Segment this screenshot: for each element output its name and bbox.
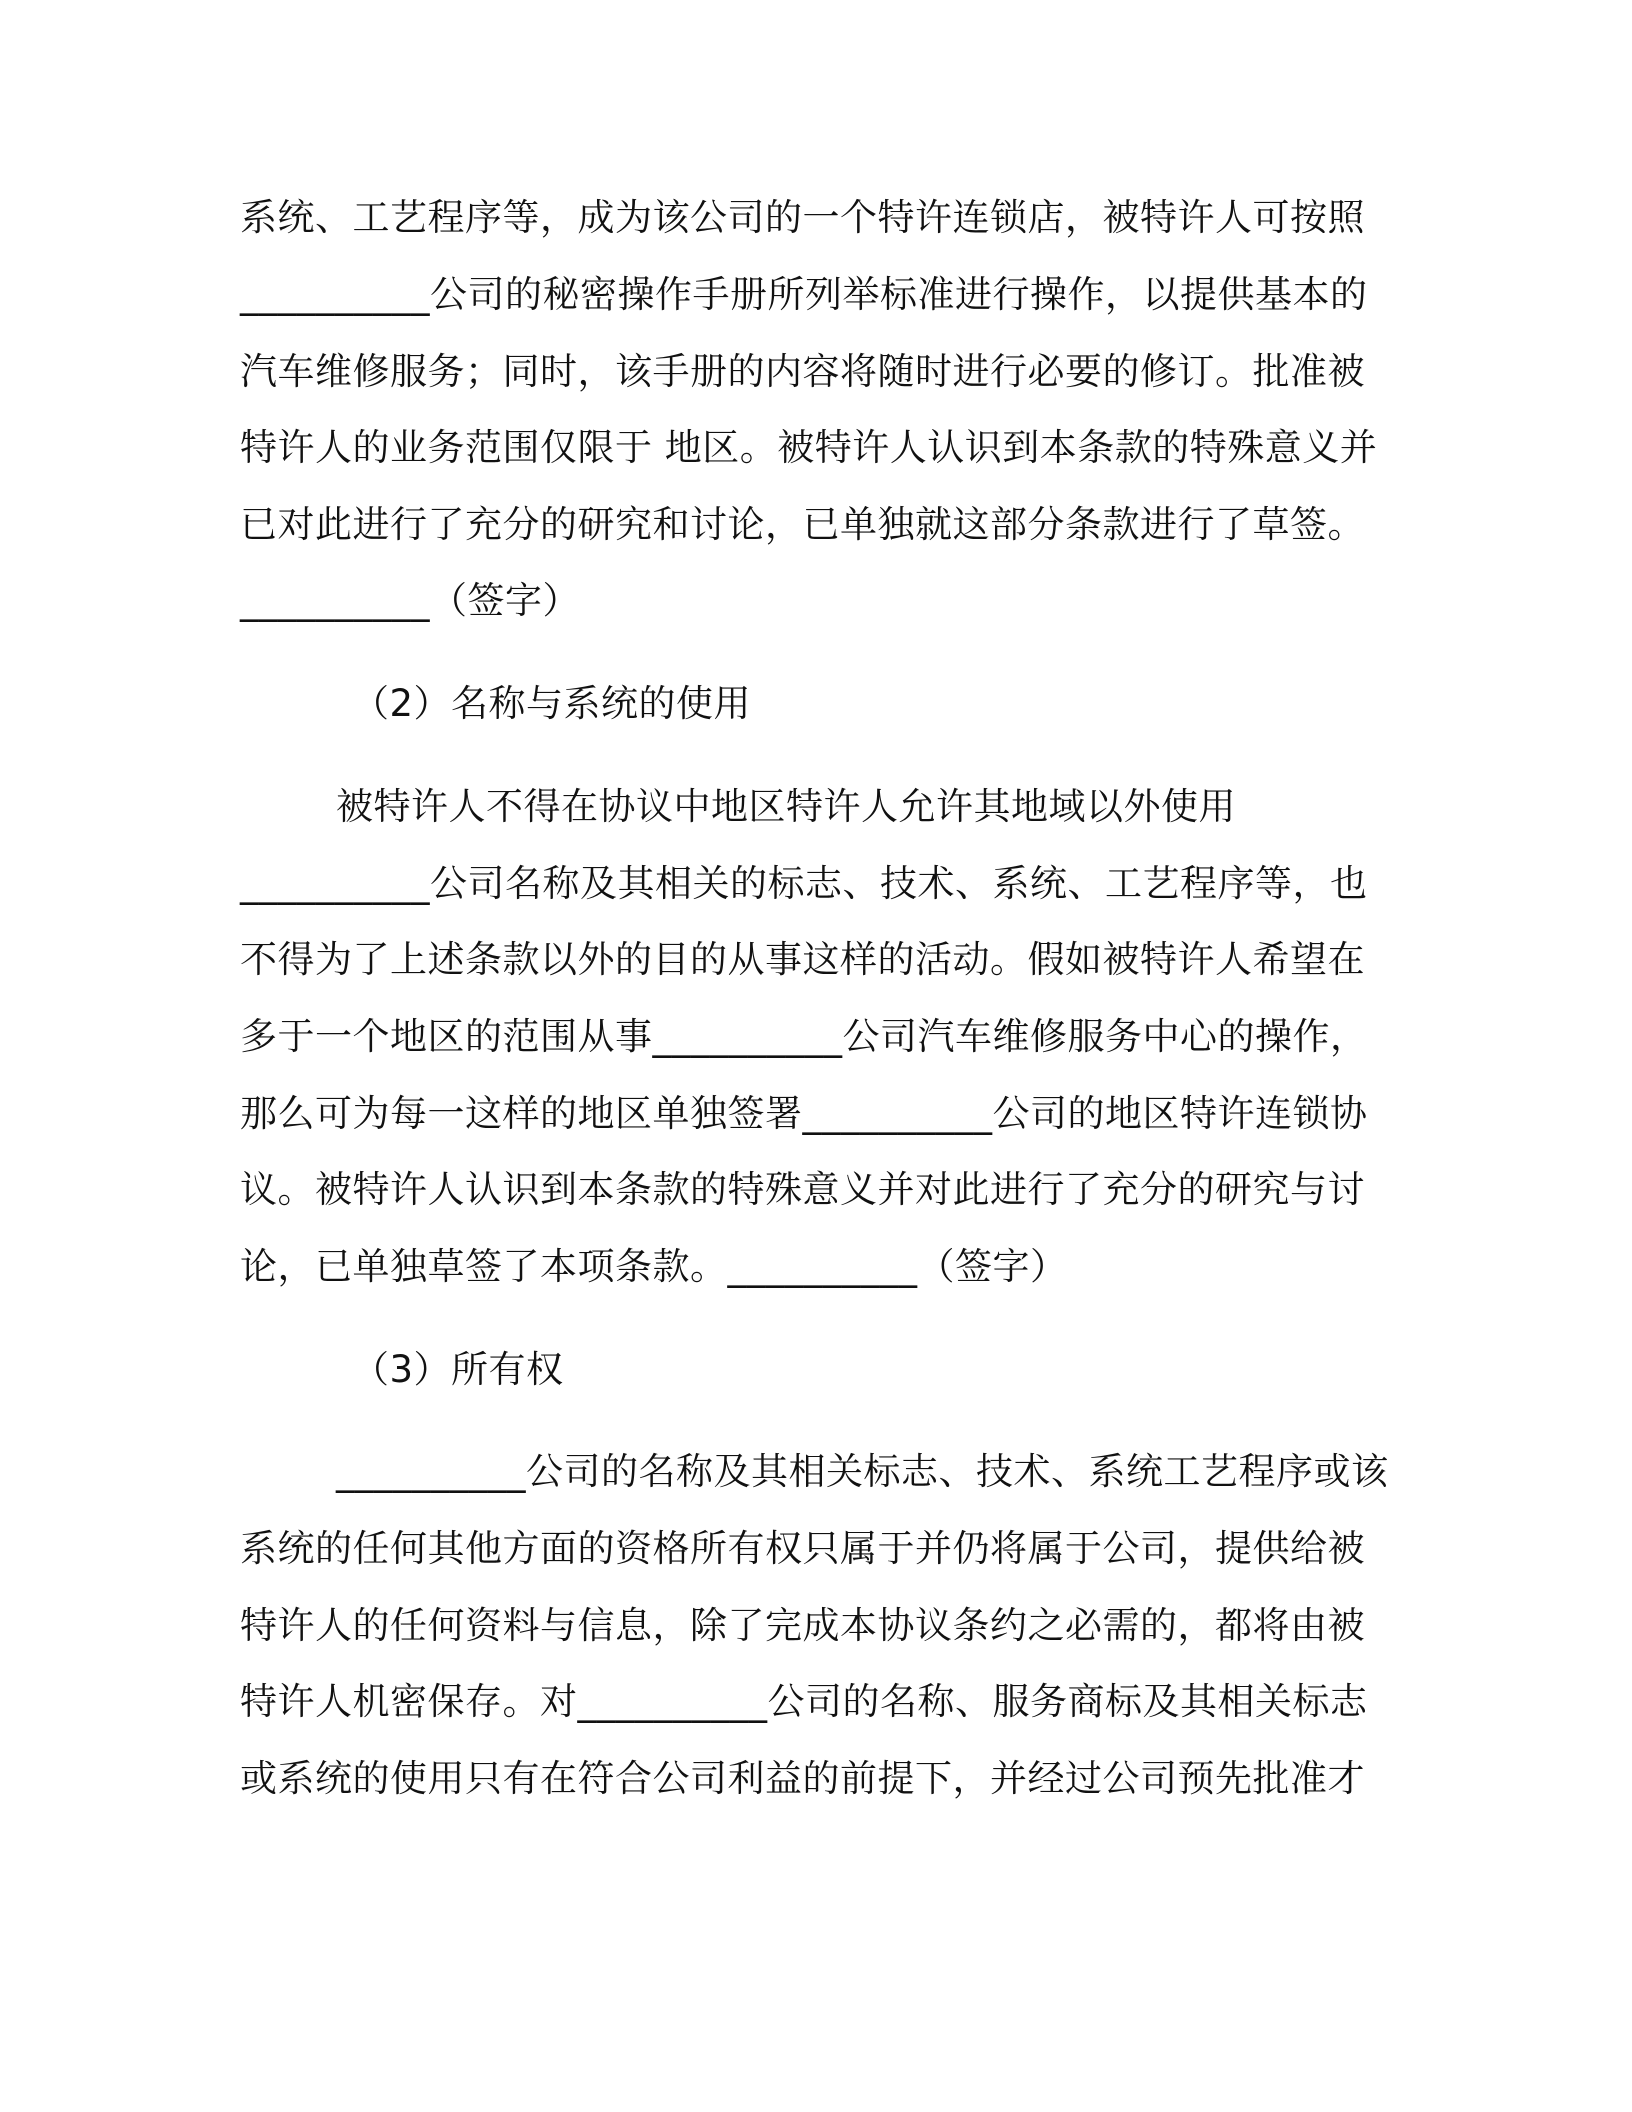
paragraph-line: 系统、工艺程序等，成为该公司的一个特许连锁店，被特许人可按照 bbox=[240, 196, 1365, 239]
paragraph-line: 被特许人不得在协议中地区特许人允许其地域以外使用 bbox=[336, 785, 1236, 828]
signature-line: 论，已单独草签了本项条款。__________（签字） bbox=[240, 1245, 1068, 1288]
paragraph-line: 汽车维修服务；同时，该手册的内容将随时进行必要的修订。批准被 bbox=[240, 350, 1365, 393]
paragraph-line: 已对此进行了充分的研究和讨论，已单独就这部分条款进行了草签。 bbox=[240, 503, 1365, 546]
paragraph-line: 特许人的业务范围仅限于 地区。被特许人认识到本条款的特殊意义并 bbox=[240, 426, 1378, 469]
paragraph-line: __________公司的秘密操作手册所列举标准进行操作，以提供基本的 bbox=[240, 273, 1368, 316]
paragraph-line: __________公司的名称及其相关标志、技术、系统工艺程序或该 bbox=[336, 1450, 1389, 1493]
paragraph-line: 多于一个地区的范围从事__________公司汽车维修服务中心的操作， bbox=[240, 1015, 1368, 1058]
paragraph-line: 特许人机密保存。对__________公司的名称、服务商标及其相关标志 bbox=[240, 1680, 1368, 1723]
paragraph-line: 议。被特许人认识到本条款的特殊意义并对此进行了充分的研究与讨 bbox=[240, 1168, 1365, 1211]
paragraph-line: 特许人的任何资料与信息，除了完成本协议条约之必需的，都将由被 bbox=[240, 1604, 1365, 1647]
paragraph-line: __________公司名称及其相关的标志、技术、系统、工艺程序等，也 bbox=[240, 862, 1368, 905]
paragraph-line: 系统的任何其他方面的资格所有权只属于并仍将属于公司，提供给被 bbox=[240, 1527, 1365, 1570]
paragraph-line: 那么可为每一这样的地区单独签署__________公司的地区特许连锁协 bbox=[240, 1092, 1368, 1135]
paragraph-line: 或系统的使用只有在符合公司利益的前提下，并经过公司预先批准才 bbox=[240, 1757, 1365, 1800]
section-heading: （3）所有权 bbox=[352, 1348, 564, 1391]
section-heading: （2）名称与系统的使用 bbox=[352, 682, 752, 725]
paragraph-line: 不得为了上述条款以外的目的从事这样的活动。假如被特许人希望在 bbox=[240, 938, 1365, 981]
signature-line: __________（签字） bbox=[240, 579, 580, 622]
